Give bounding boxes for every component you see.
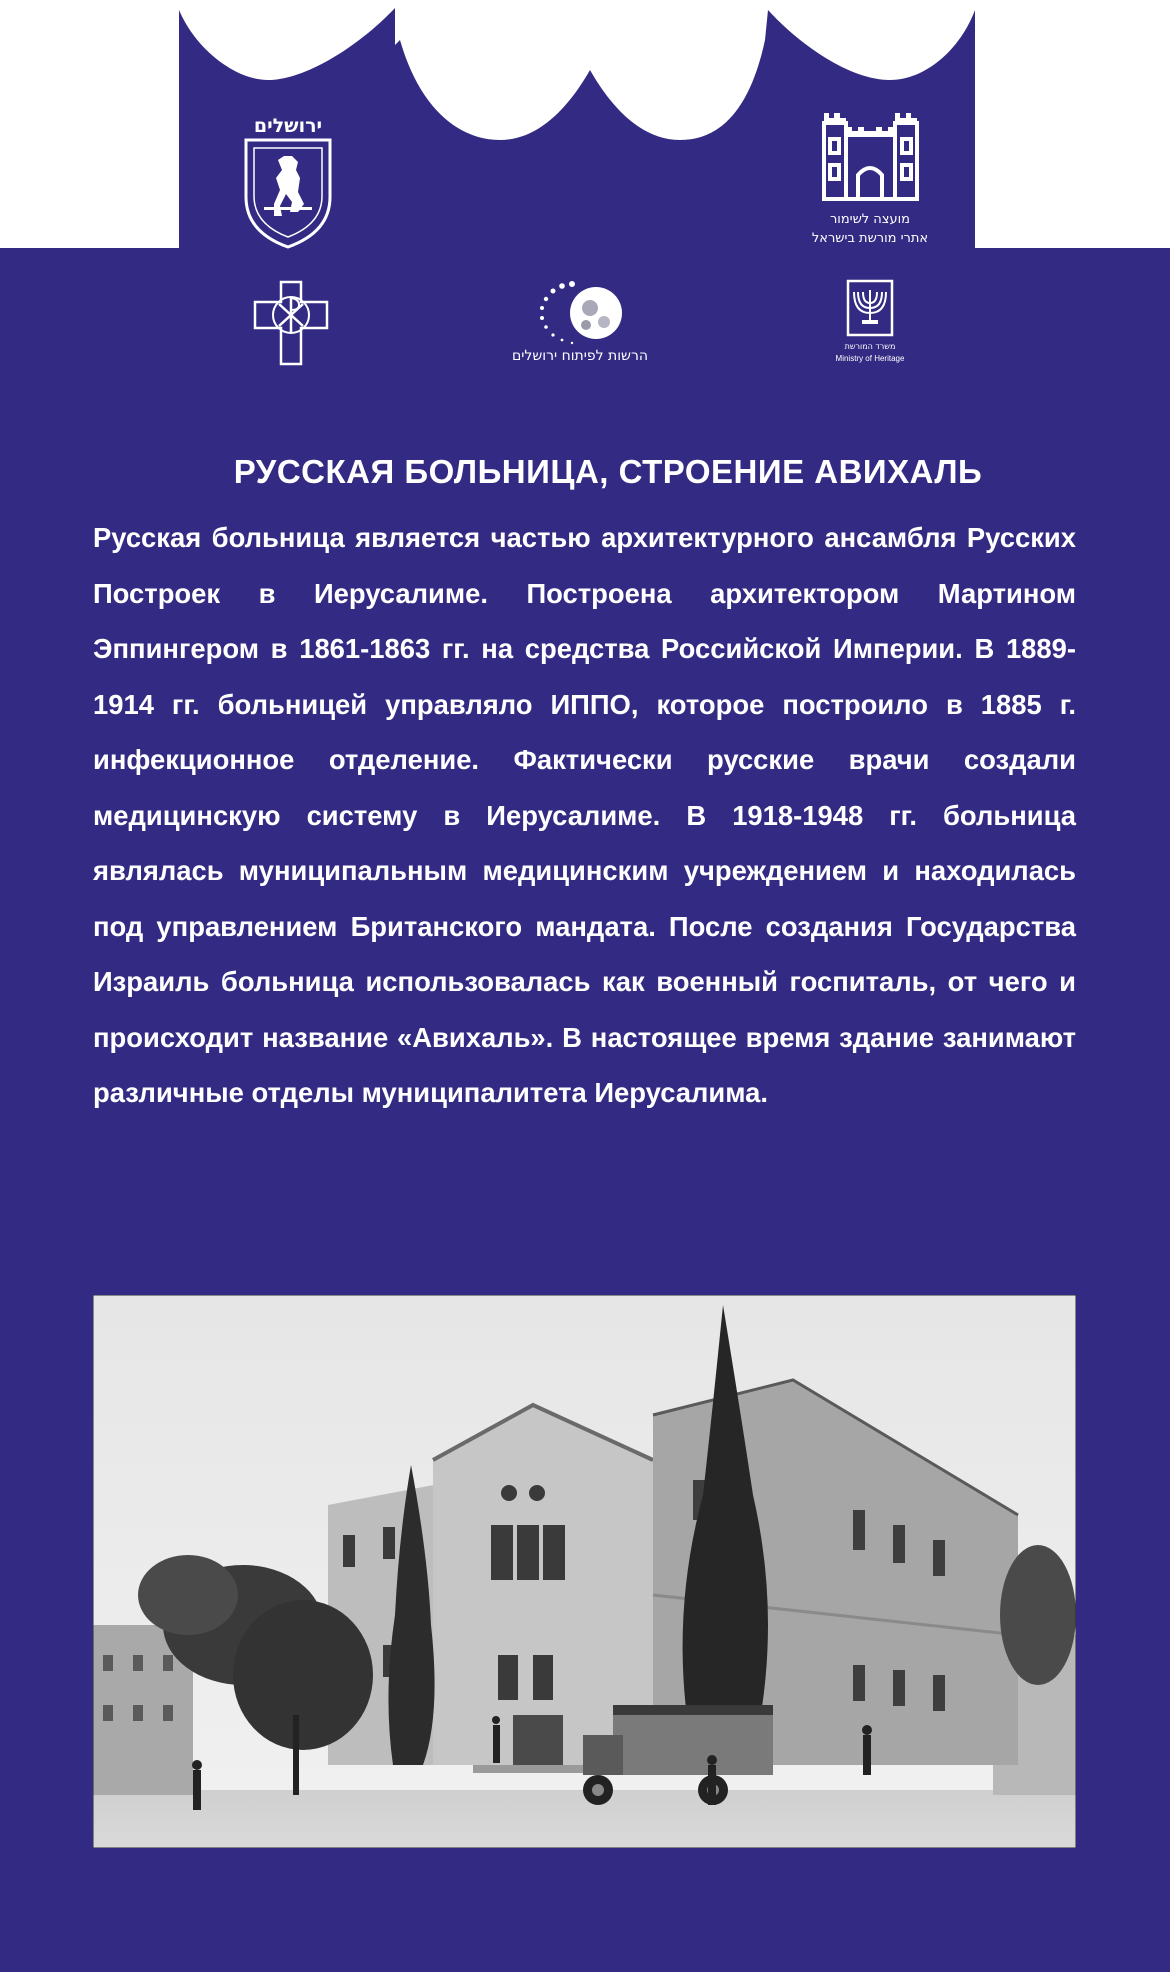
jerusalem-development-logo (490, 280, 670, 370)
svg-text:ירושלים: ירושלים (253, 115, 323, 137)
heritage-council-logo (780, 105, 960, 255)
jerusalem-municipality-emblem-icon (238, 112, 338, 252)
description-paragraph: Русская больница является частью архитектурного ансамбля Русских Построек в Иерусалиме. Построена архитектором Мартином Эппингером в 1861-1863 гг. на средства Российской Империи. В 1889-1914 гг. больницей управляло ИППО, которое построило в 1885 г. инфекционное отделение. Фактически русские врачи создали медицинскую систему в Иерусалиме. В 1918-1948 гг. больница являлась муниципальным медицинским учреждением и находилась под управлением Британского мандата. После создания Государства Израиль больница использовалась как военный госпиталь, от чего и происходит название «Авихаль». В настоящее время здание занимают различные отделы муниципалитета Иерусалима. (93, 522, 1076, 1108)
ministry-caption-1: משרד המורשת (844, 342, 896, 351)
jerusalem-development-caption: הרשות לפיתוח ירושלים (511, 348, 649, 364)
heritage-council-caption-1: מועצה לשימור (829, 212, 911, 227)
menorah-emblem-icon (845, 278, 895, 338)
heritage-sites-building-icon (818, 105, 923, 205)
ministry-of-heritage-logo (820, 278, 920, 370)
dotted-moon-circle-icon (528, 280, 628, 346)
heritage-council-caption-2: אתרי מורשת בישראל (811, 231, 929, 246)
page-title: РУССКАЯ БОЛЬНИЦА, СТРОЕНИЕ АВИХАЛЬ (233, 453, 983, 490)
ministry-caption-2: Ministry of Heritage (835, 354, 905, 363)
chi-rho-cross-emblem-icon (253, 280, 329, 366)
historic-hospital-building-photo-icon (93, 1295, 1076, 1848)
